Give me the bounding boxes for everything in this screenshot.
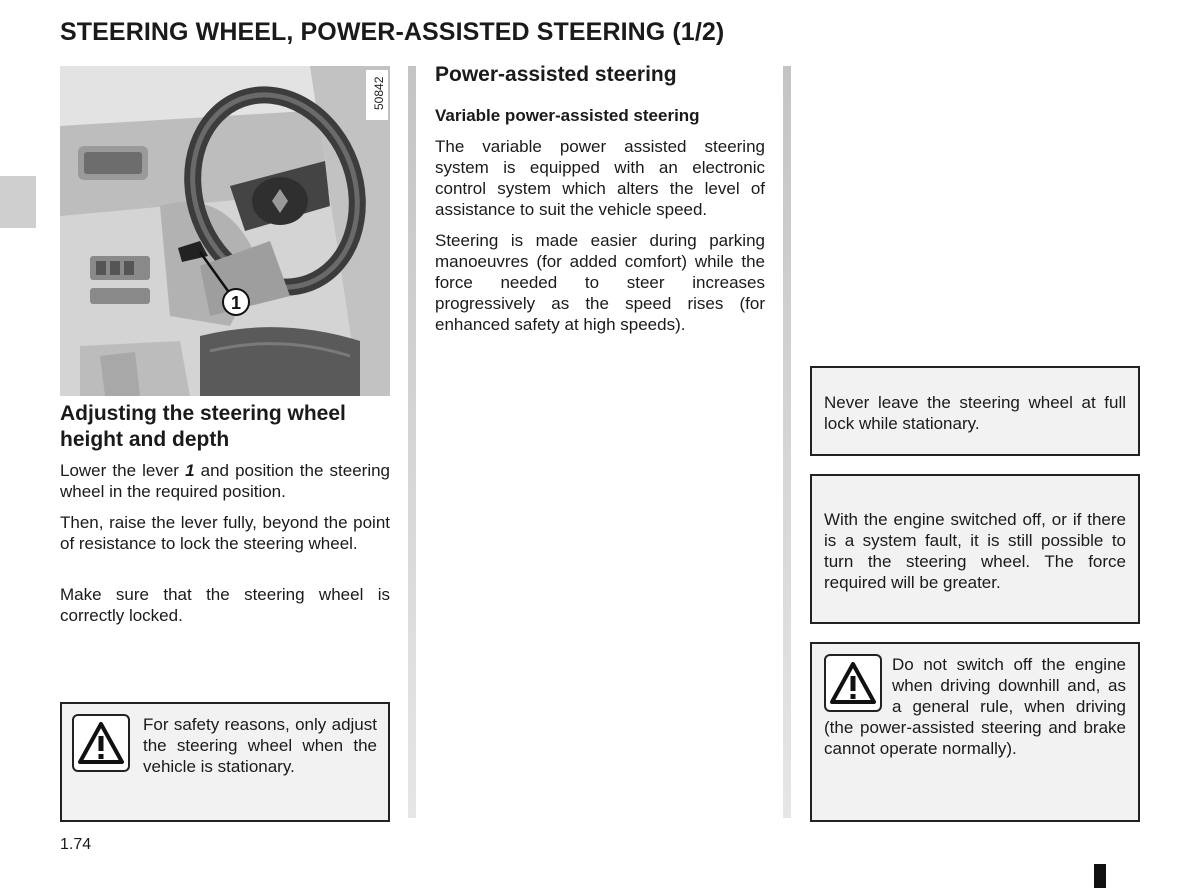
paragraph-adjust-1 — [60, 460, 390, 502]
column-divider — [783, 66, 791, 818]
subheading-variable: Variable power-assisted steering — [435, 106, 700, 125]
warning-triangle-icon — [72, 714, 130, 772]
warning-text-right — [824, 654, 1126, 759]
text-after-lever: and position the steering wheel in the required position. — [60, 461, 391, 501]
note-box-full-lock — [810, 366, 1140, 456]
reference-code: 50842 — [372, 76, 386, 110]
steering-wheel-illustration — [60, 66, 390, 396]
column-divider — [408, 66, 416, 818]
page-edge-marker — [1094, 864, 1106, 888]
page-title: STEERING WHEEL, POWER-ASSISTED STEERING (1/2) — [60, 18, 725, 46]
note-text-system-fault: With the engine switched off, or if there is a system fault, it is still possible to turn the steering wheel. The force required will be greater. — [824, 510, 1126, 592]
note-text-full-lock: Never leave the steering wheel at full lock while stationary. — [824, 393, 1126, 433]
callout-number: 1 — [230, 293, 242, 313]
warning-box-left — [60, 702, 390, 822]
lever-number: 1 — [185, 461, 195, 480]
paragraph-adjust-2: Then, raise the lever fully, beyond the point of resistance to lock the steering wheel. — [60, 513, 390, 553]
page-number: 1.74 — [60, 836, 92, 853]
warning-box-right — [810, 642, 1140, 822]
text-before-lever: Lower the lever — [60, 461, 186, 480]
paragraph-adjust-3: Make sure that the steering wheel is correctly locked. — [60, 585, 390, 625]
section-heading-power: Power-assisted steering — [435, 63, 677, 86]
warning-triangle-icon — [824, 654, 882, 712]
section-tab — [0, 176, 36, 228]
paragraph-power-1: The variable power assisted steering system is equipped with an electronic control system which alters the level of assistance to suit the vehicle speed. — [435, 137, 765, 219]
note-box-system-fault — [810, 474, 1140, 624]
section-heading-adjust: Adjusting the steering wheel height and depth — [60, 402, 346, 451]
warning-text-left: For safety reasons, only adjust the steering wheel when the vehicle is stationary. — [143, 715, 377, 776]
warning-text-right-content: Do not switch off the engine when driving downhill and, as a general rule, when driving (the power-assisted steering and brake cannot operate normally). — [824, 655, 1126, 758]
paragraph-power-2: Steering is made easier during parking manoeuvres (for added comfort) while the force needed to steer increases progressively as the speed rises (for enhanced safety at high speeds). — [435, 231, 765, 334]
